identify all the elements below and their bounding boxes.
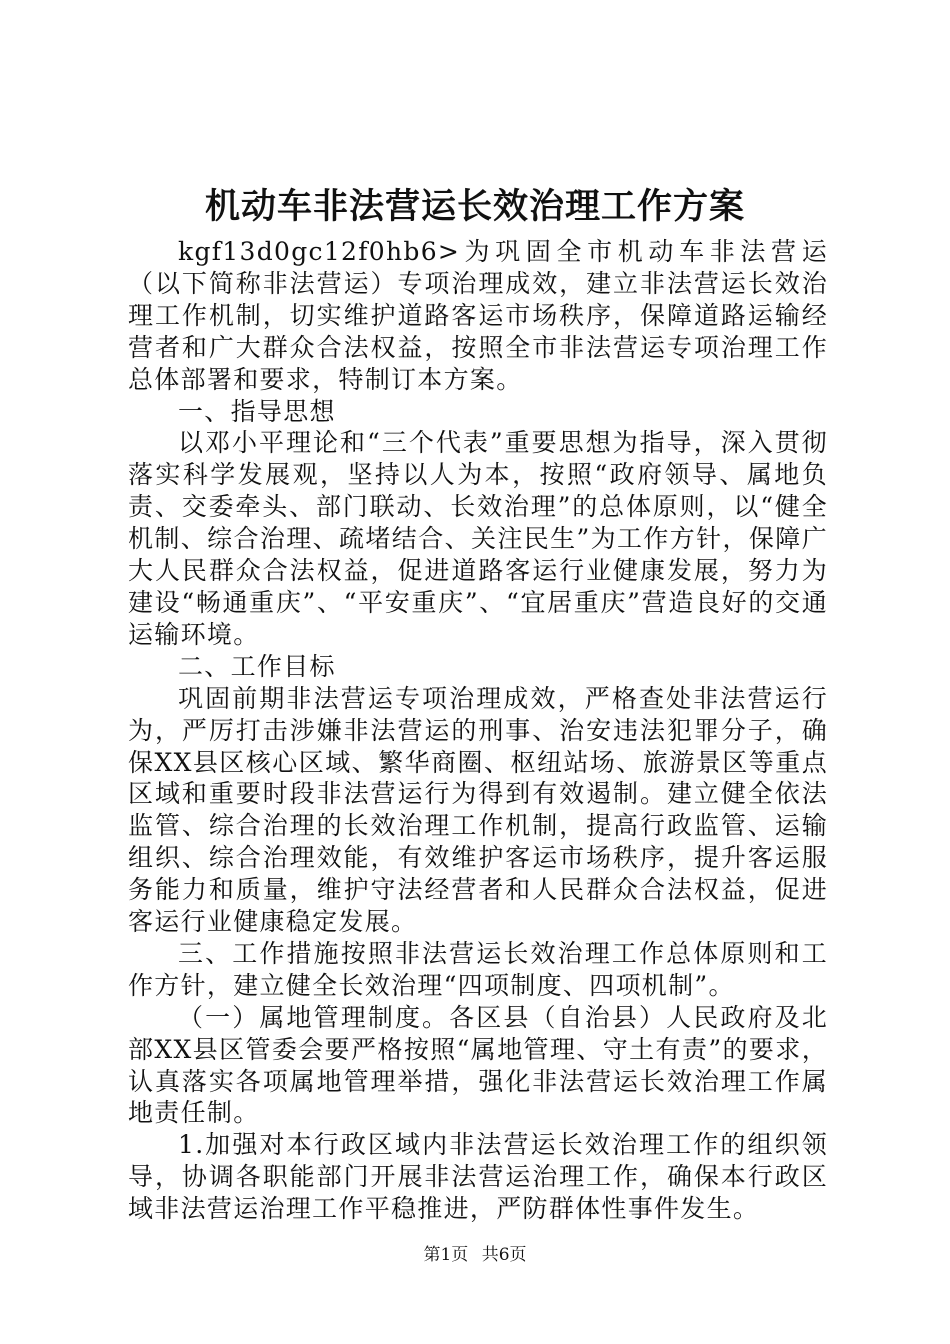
page-number: 第1页	[423, 1245, 469, 1265]
page-footer	[0, 1243, 950, 1267]
document-title: 机动车非法营运长效治理工作方案	[204, 186, 745, 227]
page-total: 共6页	[481, 1245, 527, 1265]
section-heading-work-goals: 二、工作目标	[178, 651, 336, 681]
section-paragraph-work-measures: 三、工作措施按照非法营运长效治理工作总体原则和工作方针，建立健全长效治理“四项制度、四项机制”。	[128, 938, 828, 1000]
section-paragraph-work-goals: 巩固前期非法营运专项治理成效，严格查处非法营运行为，严厉打击涉嫌非法营运的刑事、治安违法犯罪分子，确保XX县区核心区域、繁华商圈、枢纽站场、旅游景区等重点区域和重要时段非法营运行为得到有效遏制。建立健全依法监管、综合治理的长效治理工作机制，提高行政监管、运输组织、综合治理效能，有效维护客运市场秩序，提升客运服务能力和质量，维护守法经营者和人民群众合法权益，促进客运行业健康稳定发展。	[128, 683, 828, 937]
list-item-1: 1.加强对本行政区域内非法营运长效治理工作的组织领导，协调各职能部门开展非法营运治理工作，确保本行政区域非法营运治理工作平稳推进，严防群体性事件发生。	[128, 1130, 828, 1224]
section-heading-guiding-ideology: 一、指导思想	[178, 396, 336, 426]
section-paragraph-guiding-ideology: 以邓小平理论和“三个代表”重要思想为指导，深入贯彻落实科学发展观，坚持以人为本，按照“政府领导、属地负责、交委牵头、部门联动、长效治理”的总体原则，以“健全机制、综合治理、疏堵结合、关注民生”为工作方针，保障广大人民群众合法权益，促进道路客运行业健康发展，努力为建设“畅通重庆”、“平安重庆”、“宜居重庆”营造良好的交通运输环境。	[128, 428, 828, 649]
document-body	[128, 236, 828, 1225]
subsection-paragraph-territorial-management: （一）属地管理制度。各区县（自治县）人民政府及北部XX县区管委会要严格按照“属地管理、守土有责”的要求，认真落实各项属地管理举措，强化非法营运长效治理工作属地责任制。	[128, 1002, 828, 1128]
intro-paragraph: kgf13d0gc12f0hb6>为巩固全市机动车非法营运（以下简称非法营运）专项治理成效，建立非法营运长效治理工作机制，切实维护道路客运市场秩序，保障道路运输经营者和广大群众合法权益，按照全市非法营运专项治理工作总体部署和要求，特制订本方案。	[128, 237, 828, 394]
